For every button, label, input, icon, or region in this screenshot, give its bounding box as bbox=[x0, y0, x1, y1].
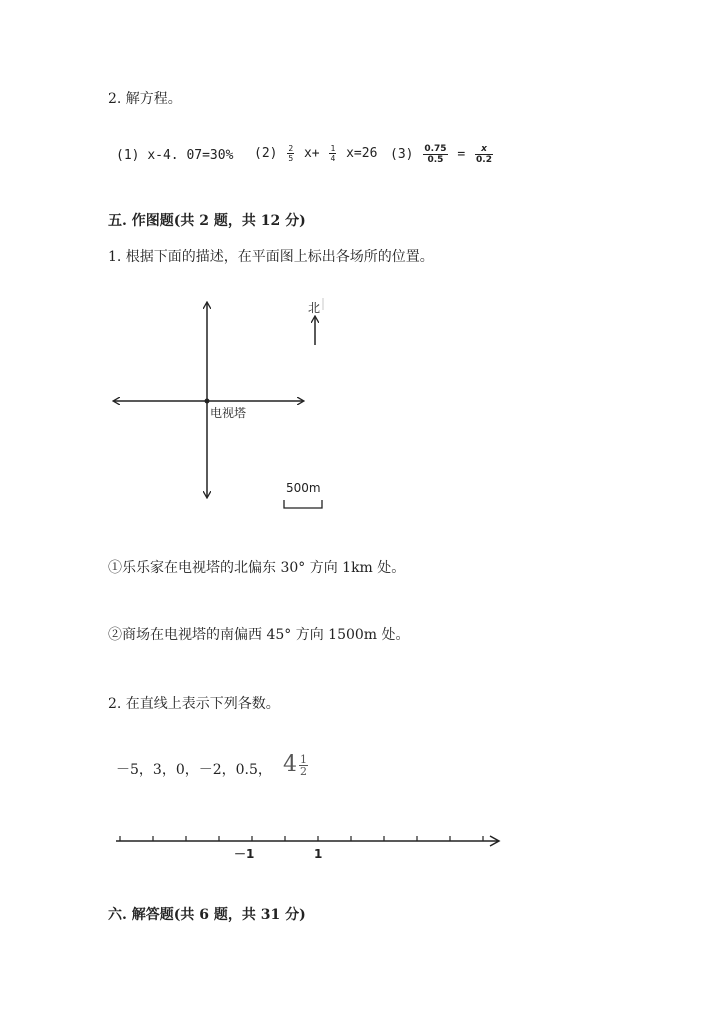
scale-label: 500m bbox=[286, 481, 321, 495]
section-title: 五. 作图题(共 2 题，共 12 分) bbox=[108, 213, 306, 229]
equation-text: x=26 bbox=[346, 146, 378, 161]
equation-text: x+ bbox=[303, 146, 320, 161]
compass-map bbox=[100, 290, 340, 520]
fraction: $\frac{1}{2}$ bbox=[300, 752, 307, 778]
section-title: 六. 解答题(共 6 题，共 31 分) bbox=[108, 907, 306, 923]
equals-sign: = bbox=[457, 147, 466, 162]
equation-label: (2) bbox=[254, 146, 278, 161]
number-line bbox=[110, 828, 510, 864]
tick-label-neg1: －1 bbox=[234, 847, 255, 861]
mixed-number bbox=[283, 752, 310, 777]
fraction: $\frac{2}{5}$ bbox=[288, 144, 294, 163]
mixed-whole: 4 bbox=[283, 752, 297, 777]
tick-label-pos1: 1 bbox=[314, 847, 323, 861]
equation-2 bbox=[254, 144, 377, 163]
equation-1 bbox=[116, 148, 233, 163]
fraction: $\frac{1}{4}$ bbox=[330, 144, 336, 163]
description-item: ②商场在电视塔的南偏西 45° 方向 1500m 处。 bbox=[108, 627, 410, 643]
equation-3 bbox=[390, 144, 495, 165]
fraction: $\frac{x}{0.2}$ bbox=[476, 144, 492, 165]
equation-label: (1) bbox=[116, 148, 140, 163]
center-label: 电视塔 bbox=[210, 406, 247, 420]
equation-label: (3) bbox=[390, 147, 414, 162]
fraction: $\frac{0.75}{0.5}$ bbox=[424, 144, 447, 165]
number-list: －5，3，0，－2，0.5， bbox=[116, 762, 272, 778]
equation-text: x-4. 07=30% bbox=[147, 148, 234, 163]
description-item: ①乐乐家在电视塔的北偏东 30° 方向 1km 处。 bbox=[108, 560, 406, 576]
question-heading: 2. 解方程。 bbox=[108, 91, 182, 107]
question-heading: 1. 根据下面的描述，在平面图上标出各场所的位置。 bbox=[108, 249, 434, 265]
question-heading: 2. 在直线上表示下列各数。 bbox=[108, 696, 280, 712]
center-point bbox=[205, 399, 210, 404]
north-label: 北 bbox=[308, 301, 321, 315]
scale-bar bbox=[284, 500, 322, 508]
